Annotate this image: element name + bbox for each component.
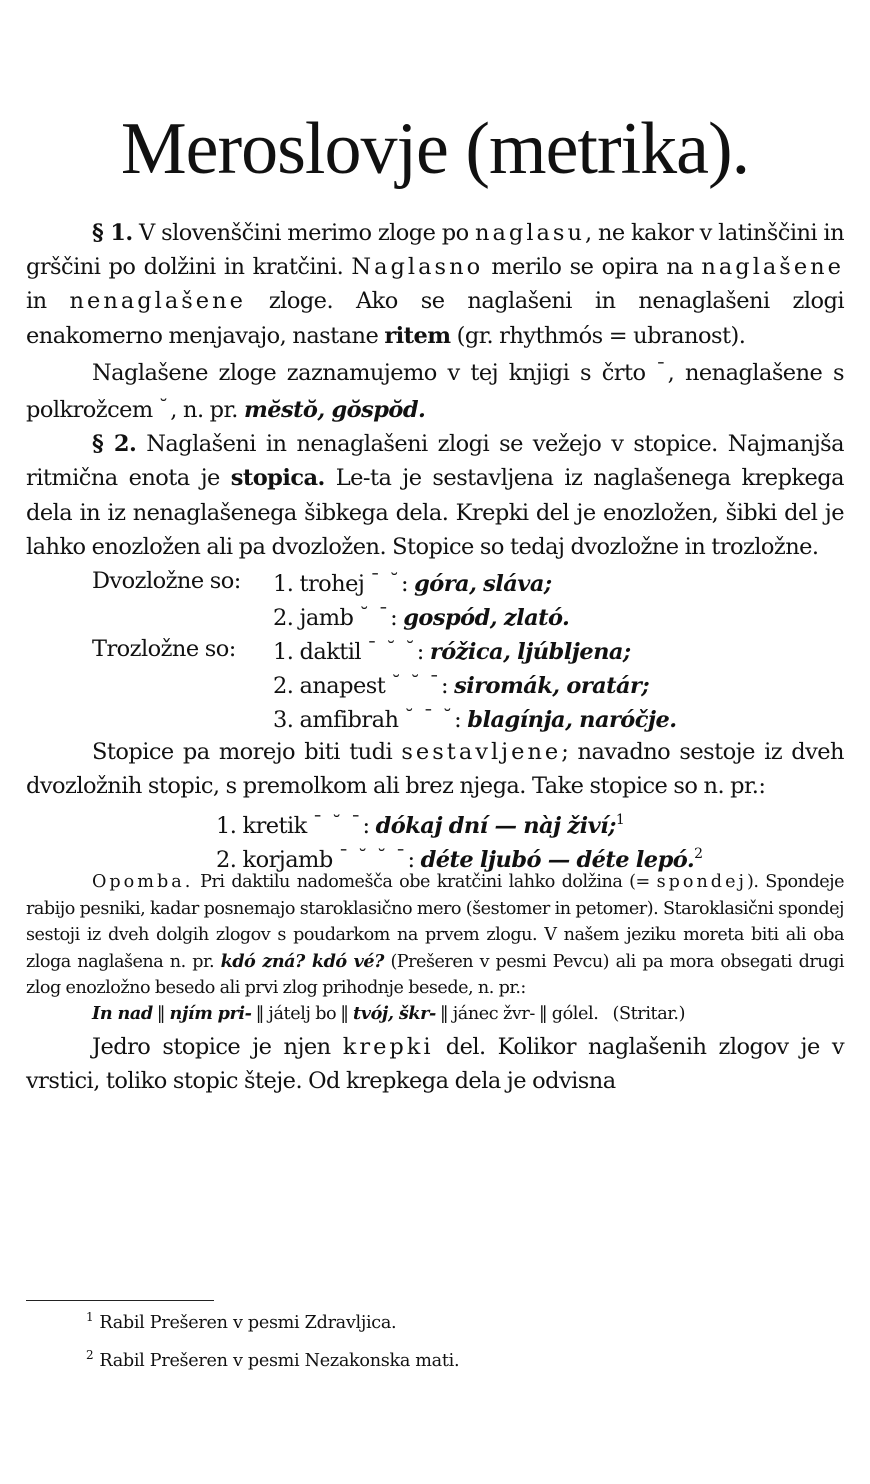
text: Naglašene zloge zaznamujemo v tej knjigi s črto	[92, 359, 657, 386]
remark-label: Opomba.	[92, 872, 194, 893]
text: del. Kolikor naglašenih zlogov je v vrstici, toliko stopic šteje. Od krepkega dela je odvisna	[26, 1033, 844, 1095]
footnote-ref: 1	[615, 812, 625, 829]
spaced-word: Naglasno	[351, 254, 484, 281]
spaced-word: sestavljene	[401, 739, 562, 766]
spaced-word: naglasu	[475, 220, 585, 246]
foot-item: 1. trohej ¯ ˘: góra, sláva;	[273, 570, 552, 598]
compound-item: 1. kretik ¯ ˘ ¯: dókaj dní — nàj živí;$^1$	[216, 812, 625, 840]
text: , nenaglašene s polkrožcem	[26, 359, 844, 424]
text: (Prešeren v pesmi Pevcu) ali pa mora obsegati drugi zlog enozložno besedo ali prvi zlog prihodnje besede, n. pr.:	[26, 951, 844, 999]
text: V slovenščini merimo zloge po	[132, 220, 476, 246]
paragraph-s1	[26, 216, 844, 353]
text: ; navadno sestoje iz dveh dvozložnih stopic, s premolkom ali brez njega. Take stopice so n. pr.:	[26, 739, 845, 800]
text: , ne kakor v latinščini in grščini po dolžini in kratčini.	[26, 220, 845, 281]
foot-item: 2. anapest ˘ ˘ ¯: siromák, oratár;	[273, 672, 650, 700]
text: , n. pr.	[170, 397, 244, 424]
paragraph-s2	[26, 427, 844, 564]
section-mark: § 1.	[92, 220, 133, 246]
footnotes	[26, 1300, 844, 1377]
text: ). Spondeje rabijo pesniki, kadar posnemajo staroklasično mero (šestomer in petomer). Staroklasični spondej sestoji iz dveh dolgih zlogov s poudarkom na prvem zlogu. V našem jeziku moreta biti ali oba zloga naglašena n. pr.	[26, 872, 845, 972]
dvo-label: Dvozložne so:	[92, 568, 241, 595]
foot-item: 2. jamb ˘ ¯: gospód, zlató.	[273, 604, 570, 632]
example: mĕstŏ, gŏspŏd.	[243, 397, 426, 424]
bold-term: stopica.	[230, 465, 325, 492]
text: in	[26, 288, 70, 315]
text: merilo se opira na	[483, 254, 702, 281]
foot-item: 3. amfibrah ˘ ¯ ˘: blagínja, naróčje.	[273, 706, 677, 734]
tro-label: Trozložne so:	[92, 636, 236, 663]
example: kdó zná? kdó vé?	[220, 950, 384, 972]
main-text	[26, 216, 844, 1098]
text: (gr. rhythmós = ubranost).	[450, 322, 746, 349]
section-mark: § 2.	[92, 431, 137, 458]
spaced-word: naglašene	[701, 254, 844, 281]
paragraph-compound	[26, 735, 844, 803]
footnote: $^1$ Rabil Prešeren v pesmi Zdravljica.	[86, 1310, 397, 1333]
compound-feet-list	[26, 803, 844, 874]
spaced-word: krepki	[342, 1033, 434, 1060]
compound-item: 2. korjamb ¯ ˘ ˘ ¯: déte ljubó — déte lepó.$^2$	[216, 846, 703, 874]
verse-example: In nad ‖ njím pri- ‖ játelj bo ‖ tvój, škr- ‖ jánec žvr- ‖ gólel. (Stritar.)	[92, 1003, 686, 1025]
text: Naglašeni in nenaglašeni zlogi se vežejo v stopice. Najmanjša ritmična enota je	[26, 431, 844, 492]
text: zloge. Ako se naglašeni in nenaglašeni zlogi enakomerno menjavajo, nastane	[26, 288, 844, 349]
remark	[26, 869, 844, 1001]
long-mark: ¯	[656, 358, 668, 381]
text: Le-ta je sestavljena iz naglašenega krepkega dela in iz nenaglašenega šibkega dela. Krepki del je enozložen, šibki del je lahko enozložen ali pa dvozložen. Stopice so tedaj dvozložne in trozložne.	[26, 465, 844, 560]
text: Pri daktilu nadomešča obe kratčini lahko dolžina (=	[193, 872, 657, 893]
text: Stopice pa morejo biti tudi	[92, 739, 402, 766]
spaced-word: spondej	[656, 872, 747, 893]
verse-source: (Stritar.)	[612, 1004, 686, 1025]
short-mark: ˘	[158, 396, 171, 419]
footnote-ref: 2	[694, 846, 703, 863]
feet-list	[26, 564, 844, 735]
page-title: Meroslovje (metrika).	[120, 108, 750, 190]
footnote: $^2$ Rabil Prešeren v pesmi Nezakonska mati.	[86, 1348, 460, 1371]
paragraph-notation	[26, 353, 844, 427]
text: Jedro stopice je njen	[92, 1033, 343, 1060]
foot-item: 1. daktil ¯ ˘ ˘: róžica, ljúbljena;	[273, 638, 631, 666]
paragraph-core	[26, 1030, 844, 1098]
bold-term: ritem	[384, 322, 451, 349]
spaced-word: nenaglašene	[69, 288, 246, 315]
